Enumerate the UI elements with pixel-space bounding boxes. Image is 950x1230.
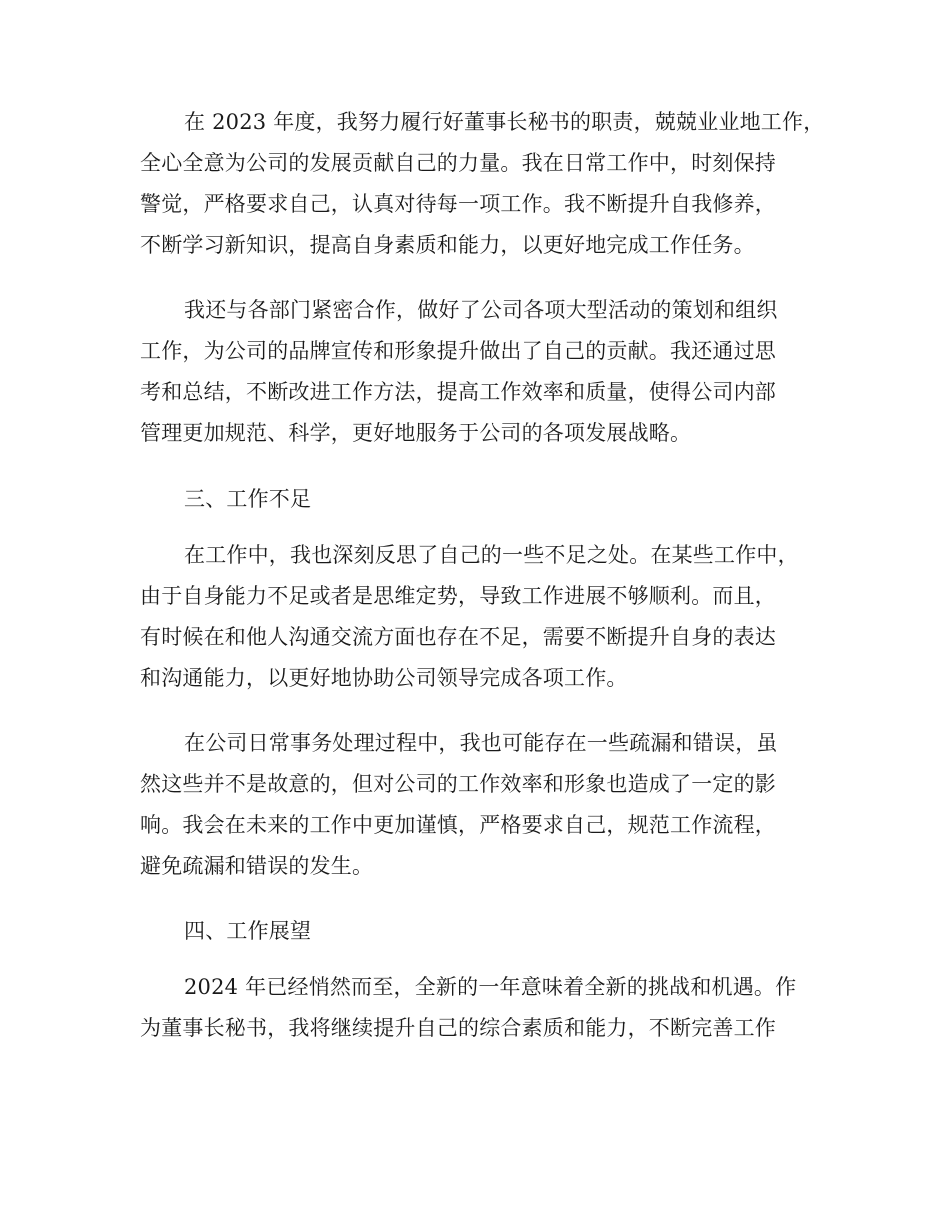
paragraph-line: 然这些并不是故意的，但对公司的工作效率和形象也造成了一定的影 [140, 772, 776, 796]
paragraph-line: 考和总结，不断改进工作方法，提高工作效率和质量，使得公司内部 [140, 380, 776, 404]
paragraph-line: 由于自身能力不足或者是思维定势，导致工作进展不够顺利。而且， [140, 584, 776, 608]
paragraph-line: 和沟通能力，以更好地协助公司领导完成各项工作。 [140, 666, 628, 690]
paragraph-line: 管理更加规范、科学，更好地服务于公司的各项发展战略。 [140, 421, 692, 445]
paragraph-line: 在 2023 年度，我努力履行好董事长秘书的职责，兢兢业业地工作， [184, 110, 825, 134]
paragraph-line: 响。我会在未来的工作中更加谨慎，严格要求自己，规范工作流程， [140, 813, 776, 837]
paragraph-line: 为董事长秘书，我将继续提升自己的综合素质和能力，不断完善工作 [140, 1016, 776, 1040]
paragraph-line: 不断学习新知识，提高自身素质和能力，以更好地完成工作任务。 [140, 233, 755, 257]
paragraph-line: 避免疏漏和错误的发生。 [140, 854, 374, 878]
paragraph-line: 2024 年已经悄然而至，全新的一年意味着全新的挑战和机遇。作 [184, 975, 797, 999]
paragraph-line: 工作，为公司的品牌宣传和形象提升做出了自己的贡献。我还通过思 [140, 339, 776, 363]
paragraph-line: 全心全意为公司的发展贡献自己的力量。我在日常工作中，时刻保持 [140, 151, 776, 175]
section-heading: 四、工作展望 [184, 919, 312, 943]
paragraph-line: 警觉，严格要求自己，认真对待每一项工作。我不断提升自我修养， [140, 192, 776, 216]
section-heading: 三、工作不足 [184, 487, 312, 511]
paragraph-line: 有时候在和他人沟通交流方面也存在不足，需要不断提升自身的表达 [140, 625, 776, 649]
paragraph-line: 在公司日常事务处理过程中，我也可能存在一些疏漏和错误，虽 [184, 731, 778, 755]
paragraph-line: 在工作中，我也深刻反思了自己的一些不足之处。在某些工作中， [184, 543, 799, 567]
paragraph-line: 我还与各部门紧密合作，做好了公司各项大型活动的策划和组织 [184, 298, 778, 322]
